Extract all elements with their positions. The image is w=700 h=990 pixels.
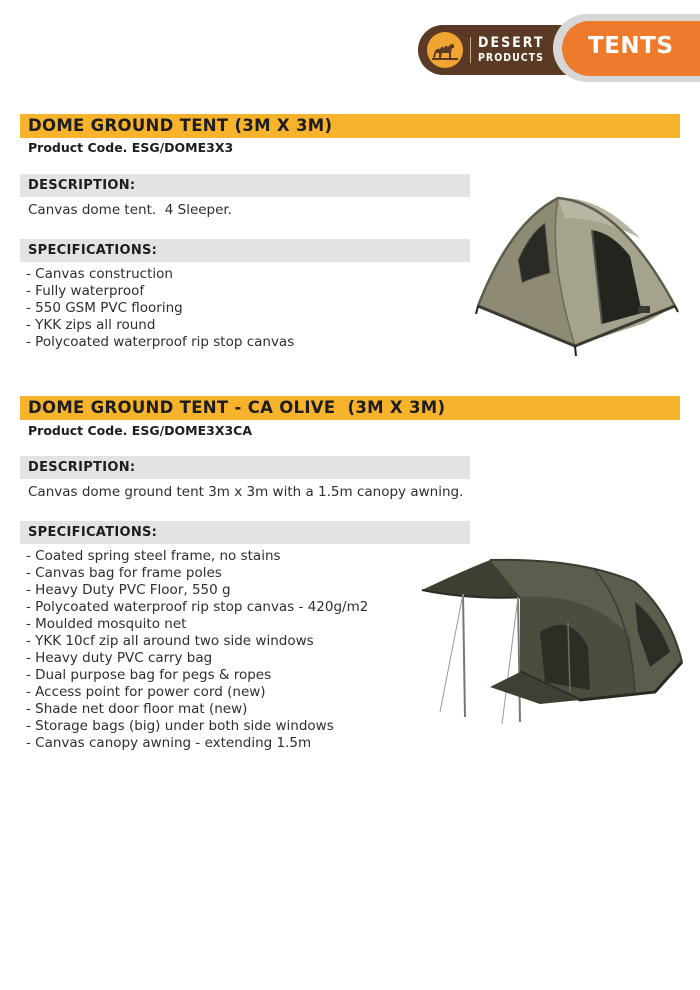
description-label-bar	[20, 174, 470, 197]
brand-divider	[470, 37, 471, 63]
spec-item: - Shade net door floor mat (new)	[26, 701, 248, 717]
spec-item: - Canvas construction	[26, 266, 173, 282]
product-title: DOME GROUND TENT - CA OLIVE (3M X 3M)	[28, 398, 446, 417]
spec-item: - 550 GSM PVC flooring	[26, 300, 183, 316]
specifications-label-bar	[20, 239, 470, 262]
specifications-label: SPECIFICATIONS:	[28, 525, 158, 540]
brand-name-line1: DESERT	[478, 35, 545, 51]
spec-item: - Coated spring steel frame, no stains	[26, 548, 281, 564]
brand-name-line2: PRODUCTS	[478, 52, 544, 64]
product-description: Canvas dome tent. 4 Sleeper.	[28, 202, 233, 218]
camel-logo-icon	[426, 31, 464, 69]
specifications-label: SPECIFICATIONS:	[28, 243, 158, 258]
spec-item: - YKK 10cf zip all around two side windows	[26, 633, 314, 649]
specifications-list	[26, 266, 294, 351]
product-title-bar	[20, 114, 680, 138]
spec-item: - Access point for power cord (new)	[26, 684, 266, 700]
spec-item: - YKK zips all round	[26, 317, 156, 333]
spec-item: - Fully waterproof	[26, 283, 145, 299]
spec-item: - Dual purpose bag for pegs & ropes	[26, 667, 272, 683]
product-code: Product Code. ESG/DOME3X3	[28, 140, 234, 155]
spec-item: - Heavy duty PVC carry bag	[26, 650, 213, 666]
product-title: DOME GROUND TENT (3M X 3M)	[28, 116, 333, 135]
description-label: DESCRIPTION:	[28, 460, 136, 475]
product-code: Product Code. ESG/DOME3X3CA	[28, 423, 253, 438]
description-label: DESCRIPTION:	[28, 178, 136, 193]
specifications-list	[26, 548, 368, 752]
dome-tent-image	[470, 178, 690, 368]
category-label: TENTS	[588, 33, 674, 59]
canopy-tent-image	[420, 552, 690, 732]
spec-item: - Moulded mosquito net	[26, 616, 187, 632]
product-description: Canvas dome ground tent 3m x 3m with a 1.5m canopy awning.	[28, 484, 464, 500]
spec-item: - Canvas bag for frame poles	[26, 565, 222, 581]
spec-item: - Polycoated waterproof rip stop canvas	[26, 334, 295, 350]
spec-item: - Heavy Duty PVC Floor, 550 g	[26, 582, 231, 598]
product-title-bar	[20, 396, 680, 420]
spec-item: - Storage bags (big) under both side windows	[26, 718, 334, 734]
specifications-label-bar	[20, 521, 470, 544]
spec-item: - Canvas canopy awning - extending 1.5m	[26, 735, 312, 751]
spec-item: - Polycoated waterproof rip stop canvas - 420g/m2	[26, 599, 369, 615]
description-label-bar	[20, 456, 470, 479]
